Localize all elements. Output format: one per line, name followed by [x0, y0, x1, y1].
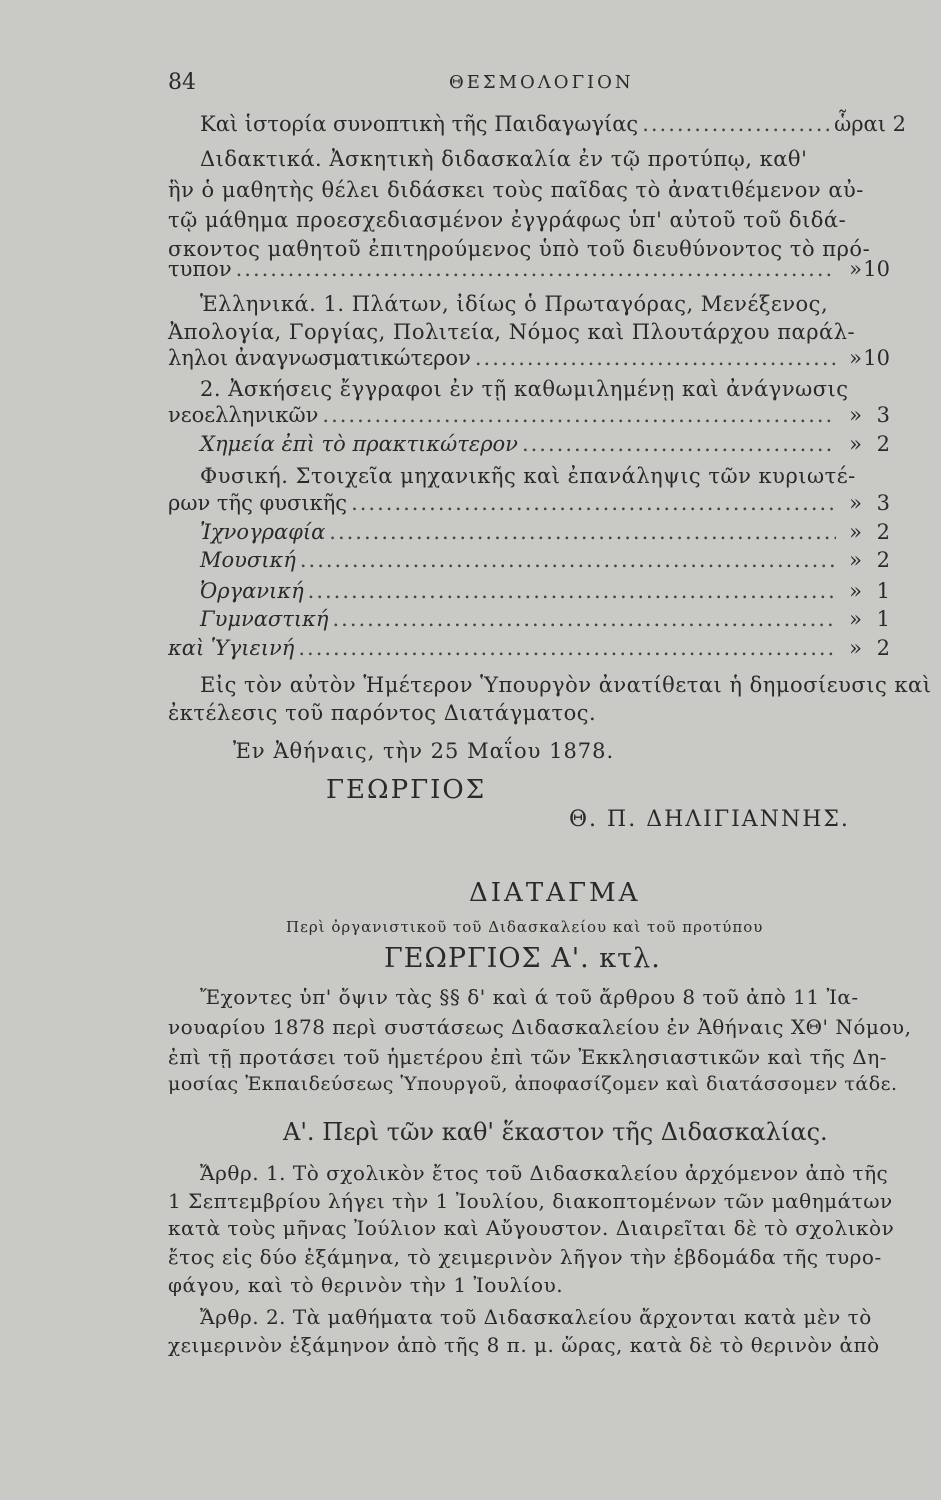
entry-label: νεοελληνικῶν [168, 403, 319, 427]
exercises-entry [168, 403, 890, 427]
history-entry [200, 112, 906, 136]
decree-title: ΔΙΑΤΑΓΜΑ [469, 878, 641, 908]
running-head: ΘΕΣΜΟΛΟΓΙΟΝ [449, 72, 634, 93]
section-heading: Α'. Περὶ τῶν καθ' ἕκαστον τῆς Διδασκαλίας. [283, 1118, 828, 1146]
entry-hours: 2 [876, 548, 890, 572]
entry-hours: 10 [863, 257, 890, 281]
entry-hours: 2 [876, 520, 890, 544]
entry-hours: 2 [876, 432, 890, 456]
exercises-line: 2. Ἀσκήσεις ἔγγραφοι ἐν τῇ καθωμιλημένῃ καὶ ἀνάγνωσις [200, 377, 849, 401]
ditto-mark: » [849, 579, 862, 603]
leader-dots [522, 432, 836, 456]
ditto-mark: » [849, 403, 862, 427]
entry-label: ρων τῆς φυσικῆς [168, 491, 348, 515]
entry-label: Γυμναστική [200, 607, 329, 631]
entry-label: Καὶ ἱστορία συνοπτικὴ τῆς Παιδαγωγίας [200, 112, 639, 136]
ditto-mark: » [849, 520, 862, 544]
leader-dots [308, 579, 836, 603]
ditto-mark: » [849, 607, 862, 631]
decree-intro: μοσίας Ἐκπαιδεύσεως Ὑπουργοῦ, ἀποφασίζομεν καὶ διατάσσομεν τάδε. [168, 1073, 898, 1095]
didactics-line: τῷ μάθημα προεσχεδιασμένον ἐγγράφως ὑπ' αὐτοῦ τοῦ διδά- [168, 208, 847, 232]
decree-king: ΓΕΩΡΓΙΟΣ Α'. κτλ. [384, 943, 661, 974]
page-number: 84 [168, 70, 196, 95]
closing-text: ἐκτέλεσις τοῦ παρόντος Διατάγματος. [168, 701, 597, 725]
date-line: Ἐν Ἀθήναις, τὴν 25 Μαΐου 1878. [233, 739, 615, 763]
leader-dots [642, 112, 830, 136]
physics-entry [168, 491, 890, 515]
entry-label: Μουσική [200, 548, 296, 572]
ditto-mark: » [849, 491, 862, 515]
king-signature: ΓΕΩΡΓΙΟΣ [326, 775, 487, 805]
ditto-mark: » [849, 636, 862, 660]
leader-dots [475, 346, 836, 370]
didactics-line: σκοντος μαθητοῦ ἐπιτηρούμενος ὑπὸ τοῦ διευθύνοντος τὸ πρό- [168, 237, 871, 261]
didactics-entry [168, 257, 890, 281]
ditto-mark: » [849, 548, 862, 572]
decree-intro: νουαρίου 1878 περὶ συστάσεως Διδασκαλείου ἐν Ἀθήναις ΧΘ' Νόμου, [168, 1015, 912, 1039]
entry-hours: 3 [876, 403, 890, 427]
greek-line: Ἀπολογία, Γοργίας, Πολιτεία, Νόμος καὶ Πλουτάρχου παράλ- [168, 320, 856, 344]
article-2: χειμερινὸν ἑξάμηνον ἀπὸ τῆς 8 π. μ. ὥρας, κατὰ δὲ τὸ θερινὸν ἀπὸ [168, 1333, 880, 1357]
entry-label: Ἰχνογραφία [200, 520, 326, 544]
entry-hours: ὧραι 2 [834, 112, 906, 136]
organ-entry [200, 579, 890, 603]
chemistry-entry [200, 432, 890, 456]
article-1: 1 Σεπτεμβρίου λήγει τὴν 1 Ἰουλίου, διακοπτομένων τῶν μαθημάτων [168, 1189, 893, 1213]
closing-text: Εἰς τὸν αὐτὸν Ἡμέτερον Ὑπουργὸν ἀνατίθεται ἡ δημοσίευσις καὶ [200, 673, 932, 697]
entry-label: τυπον [168, 257, 232, 281]
gymnastics-entry [200, 607, 890, 631]
entry-label: Χημεία ἐπὶ τὸ πρακτικώτερον [200, 432, 518, 456]
entry-hours: 2 [876, 636, 890, 660]
drawing-entry [200, 520, 890, 544]
ditto-mark: » [849, 432, 862, 456]
leader-dots [298, 636, 836, 660]
leader-dots [300, 548, 836, 572]
entry-hours: 1 [876, 607, 890, 631]
ditto-mark: » [849, 346, 862, 370]
hygiene-entry [168, 636, 890, 660]
entry-label: καὶ Ὑγιεινή [168, 636, 295, 660]
leader-dots [351, 491, 836, 515]
greek-line: Ἑλληνικά. 1. Πλάτων, ἰδίως ὁ Πρωταγόρας, Μενέξενος, [200, 292, 829, 316]
greek-entry [168, 346, 890, 370]
leader-dots [236, 257, 836, 281]
ditto-mark: » [849, 257, 862, 281]
entry-hours: 10 [863, 346, 890, 370]
minister-signature: Θ. Π. ΔΗΛΙΓΙΑΝΝΗΣ. [569, 807, 850, 832]
article-1: Ἄρθρ. 1. Τὸ σχολικὸν ἔτος τοῦ Διδασκαλείου ἀρχόμενον ἀπὸ τῆς [200, 1161, 889, 1185]
article-1: ἔτος εἰς δύο ἑξάμηνα, τὸ χειμερινὸν λῆγον τὴν ἑβδομάδα τῆς τυρο- [168, 1245, 882, 1269]
leader-dots [332, 607, 836, 631]
entry-hours: 1 [876, 579, 890, 603]
entry-hours: 3 [876, 491, 890, 515]
didactics-line: Διδακτικά. Ἀσκητικὴ διδασκαλία ἐν τῷ προτύπῳ, καθ' [200, 147, 808, 171]
decree-intro: ἐπὶ τῇ προτάσει τοῦ ἡμετέρου ἐπὶ τῶν Ἐκκλησιαστικῶν καὶ τῆς Δη- [168, 1045, 887, 1069]
article-1: κατὰ τοὺς μῆνας Ἰούλιον καὶ Αὔγουστον. Διαιρεῖται δὲ τὸ σχολικὸν [168, 1216, 895, 1240]
entry-label: ληλοι ἀναγνωσματικώτερον [168, 346, 471, 370]
didactics-line: ἣν ὁ μαθητὴς θέλει διδάσκει τοὺς παῖδας τὸ ἀνατιθέμενον αὐ- [168, 178, 864, 202]
article-2: Ἄρθρ. 2. Τὰ μαθήματα τοῦ Διδασκαλείου ἄρχονται κατὰ μὲν τὸ [200, 1305, 872, 1329]
decree-intro: Ἔχοντες ὑπ' ὄψιν τὰς §§ δ' καὶ ά τοῦ ἄρθρου 8 τοῦ ἀπὸ 11 Ἰα- [200, 985, 859, 1009]
leader-dots [329, 520, 836, 544]
music-entry [200, 548, 890, 572]
article-1: φάγου, καὶ τὸ θερινὸν τὴν 1 Ἰουλίου. [168, 1273, 564, 1297]
physics-line: Φυσική. Στοιχεῖα μηχανικῆς καὶ ἐπανάληψις τῶν κυριωτέ- [200, 464, 856, 488]
leader-dots [322, 403, 836, 427]
decree-subtitle: Περὶ ὀργανιστικοῦ τοῦ Διδασκαλείου καὶ τοῦ προτύπου [286, 918, 764, 936]
entry-label: Ὀργανική [200, 579, 304, 603]
